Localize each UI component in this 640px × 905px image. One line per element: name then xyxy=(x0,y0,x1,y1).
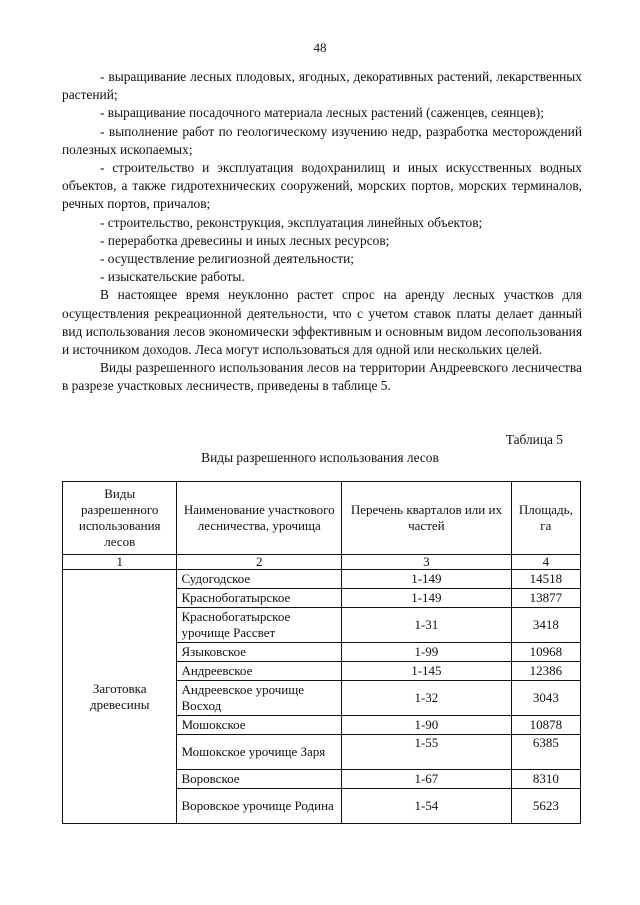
list-item: - строительство, реконструкция, эксплуатация линейных объектов; xyxy=(100,214,483,230)
quarters: 1-67 xyxy=(342,770,512,789)
forestry-name: Краснобогатырское xyxy=(177,589,342,608)
column-number-row xyxy=(63,555,581,570)
table-header-row xyxy=(63,482,581,555)
quarters: 1-55 xyxy=(342,735,512,770)
forestry-name: Мошокское урочище Заря xyxy=(177,735,342,770)
table-title: Виды разрешенного использования лесов xyxy=(201,450,439,465)
list-item: - выращивание лесных плодовых, ягодных, декоративных растений, лекарственных растений; xyxy=(62,69,582,103)
list-item: - строительство и эксплуатация водохранилищ и иных искусственных водных объектов, а также гидротехнических сооружений, морских портов, морских терминалов, речных портов, причалов; xyxy=(62,160,582,212)
column-number: 1 xyxy=(63,555,177,570)
forestry-name: Андреевское xyxy=(177,662,342,681)
quarters: 1-99 xyxy=(342,643,512,662)
forestry-name: Краснобогатырское урочище Рассвет xyxy=(177,608,342,643)
quarters: 1-90 xyxy=(342,716,512,735)
quarters: 1-149 xyxy=(342,570,512,589)
header-area: Площадь, га xyxy=(511,482,580,555)
paragraph: В настоящее время неуклонно растет спрос на аренду лесных участков для осуществления рекреационной деятельности, что с учетом ставок платы делает данный вид использования лесов экономически эффективным и основным видом лесопользования и источником доходов. Леса могут использоваться для одной или нескольких целей. xyxy=(62,287,582,358)
area: 8310 xyxy=(511,770,580,789)
quarters: 1-145 xyxy=(342,662,512,681)
forestry-name: Языковское xyxy=(177,643,342,662)
area: 3418 xyxy=(511,608,580,643)
body-text xyxy=(62,68,582,396)
area: 14518 xyxy=(511,570,580,589)
forestry-name: Мошокское xyxy=(177,716,342,735)
area: 6385 xyxy=(511,735,580,770)
quarters: 1-149 xyxy=(342,589,512,608)
list-item: - выполнение работ по геологическому изучению недр, разработка месторождений полезных ископаемых; xyxy=(62,123,582,157)
forestry-name: Судогодское xyxy=(177,570,342,589)
forest-use-table xyxy=(62,481,581,824)
quarters: 1-31 xyxy=(342,608,512,643)
column-number: 2 xyxy=(177,555,342,570)
forestry-name: Воровское урочище Родина xyxy=(177,789,342,824)
forestry-name: Воровское xyxy=(177,770,342,789)
list-item: - переработка древесины и иных лесных ресурсов; xyxy=(100,232,390,248)
page-number: 48 xyxy=(313,40,327,55)
table-label: Таблица 5 xyxy=(505,432,563,447)
paragraph: Виды разрешенного использования лесов на территории Андреевского лесничества в разрезе участковых лесничеств, приведены в таблице 5. xyxy=(62,360,582,394)
area: 12386 xyxy=(511,662,580,681)
header-use-type: Виды разрешенного использования лесов xyxy=(63,482,177,555)
area: 5623 xyxy=(511,789,580,824)
area: 13877 xyxy=(511,589,580,608)
list-item: - выращивание посадочного материала лесных растений (саженцев, сеянцев); xyxy=(100,105,544,121)
header-quarters: Перечень кварталов или их частей xyxy=(342,482,512,555)
quarters: 1-32 xyxy=(342,681,512,716)
quarters: 1-54 xyxy=(342,789,512,824)
area: 3043 xyxy=(511,681,580,716)
area: 10878 xyxy=(511,716,580,735)
list-item: - осуществление религиозной деятельности; xyxy=(100,251,354,267)
group-label: Заготовка древесины xyxy=(63,570,177,824)
column-number: 4 xyxy=(511,555,580,570)
forestry-name: Андреевское урочище Восход xyxy=(177,681,342,716)
table-row xyxy=(63,570,581,589)
area: 10968 xyxy=(511,643,580,662)
header-forestry-name: Наименование участкового лесничества, урочища xyxy=(177,482,342,555)
list-item: - изыскательские работы. xyxy=(100,269,245,285)
column-number: 3 xyxy=(342,555,512,570)
